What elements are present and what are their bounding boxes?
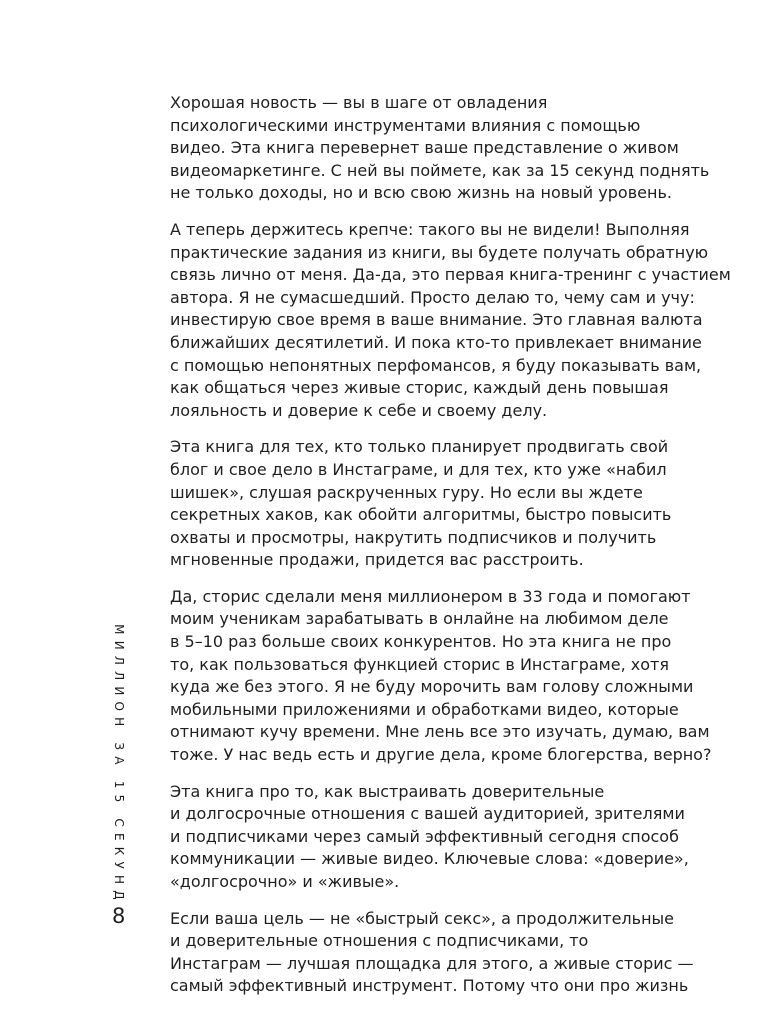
text-line: «долгосрочно» и «живые». (170, 872, 400, 891)
running-title-text: МИЛЛИОН ЗА 15 СЕКУНД (112, 624, 127, 906)
text-line: то, как пользоваться функцией сторис в Инстаграме, хотя (170, 654, 669, 674)
text-line: в 5–10 раз больше своих конкурентов. Но эта книга не про (170, 632, 672, 652)
running-title (104, 624, 134, 906)
text-line: и долгосрочные отношения с вашей аудиторией, зрителями (170, 804, 685, 824)
text-line: Хорошая новость — вы в шаге от овладения (170, 93, 548, 112)
body-text (170, 92, 731, 1012)
text-line: и подписчиками через самый эффективный сегодня способ (170, 826, 679, 846)
text-line: психологическими инструментами влияния с помощью (170, 115, 641, 135)
text-line: с помощью непонятных перфомансов, я буду показывать вам, (170, 355, 702, 375)
text-line: Инстаграм — лучшая площадка для этого, а живые сторис — (170, 953, 694, 973)
paragraph-5 (170, 781, 689, 894)
text-line: Эта книга для тех, кто только планирует продвигать свой (170, 437, 669, 457)
paragraph-6 (170, 908, 694, 998)
text-line: лояльность и доверие к себе и своему делу. (170, 400, 548, 420)
text-line: связь лично от меня. Да-да, это первая книга-тренинг с участием (170, 265, 731, 285)
text-line: тоже. У нас ведь есть и другие дела, кроме блогерства, верно? (170, 745, 712, 765)
paragraph-3 (170, 436, 670, 572)
text-line: практические задания из книги, вы будете получать обратную (170, 242, 709, 262)
text-line: Если ваша цель — не «быстрый секс», а продолжительные (170, 908, 675, 928)
text-line: не только доходы, но и всю свою жизнь на новый уровень. (170, 183, 672, 203)
text-line: мгновенные продажи, придется вас расстроить. (170, 550, 584, 570)
text-line: инвестирую свое время в ваше внимание. Это главная валюта (170, 310, 703, 330)
text-line: охваты и просмотры, накрутить подписчиков и получить (170, 527, 657, 547)
text-line: блог и свое дело в Инстаграме, и для тех, кто уже «набил (170, 459, 667, 479)
paragraph-2 (170, 219, 731, 422)
text-line: автора. Я не сумасшедший. Просто делаю то, чему сам и учу: (170, 287, 695, 307)
paragraph-1 (170, 92, 710, 205)
text-line: мобильными приложениями и обработками видео, которые (170, 699, 679, 719)
text-line: коммуникации — живые видео. Ключевые слова: «доверие», (170, 849, 689, 869)
text-line: ближайших десятилетий. И пока кто-то привлекает внимание (170, 332, 702, 352)
text-line: куда же без этого. Я не буду морочить вам голову сложными (170, 677, 694, 697)
text-line: шишек», слушая раскрученных гуру. Но если вы ждете (170, 482, 643, 502)
text-line: и доверительные отношения с подписчиками, то (170, 931, 589, 951)
text-line: как общаться через живые сторис, каждый день повышая (170, 378, 669, 398)
text-line: моим ученикам зарабатывать в онлайне на любимом деле (170, 609, 669, 629)
text-line: Да, сторис сделали меня миллионером в 33 года и помогают (170, 586, 691, 606)
text-line: самый эффективный инструмент. Потому что они про жизнь (170, 976, 689, 996)
text-line: секретных хаков, как обойти алгоритмы, быстро повысить (170, 505, 672, 525)
paragraph-4 (170, 586, 712, 767)
text-line: видео. Эта книга перевернет ваше представление о живом (170, 138, 679, 158)
text-line: видеомаркетинге. С ней вы поймете, как за 15 секунд поднять (170, 160, 710, 180)
text-line: Эта книга про то, как выстраивать доверительные (170, 781, 605, 801)
text-line: отнимают кучу времени. Мне лень все это изучать, думаю, вам (170, 722, 710, 742)
text-line: А теперь держитесь крепче: такого вы не видели! Выполняя (170, 219, 690, 239)
page-number: 8 (112, 904, 126, 928)
